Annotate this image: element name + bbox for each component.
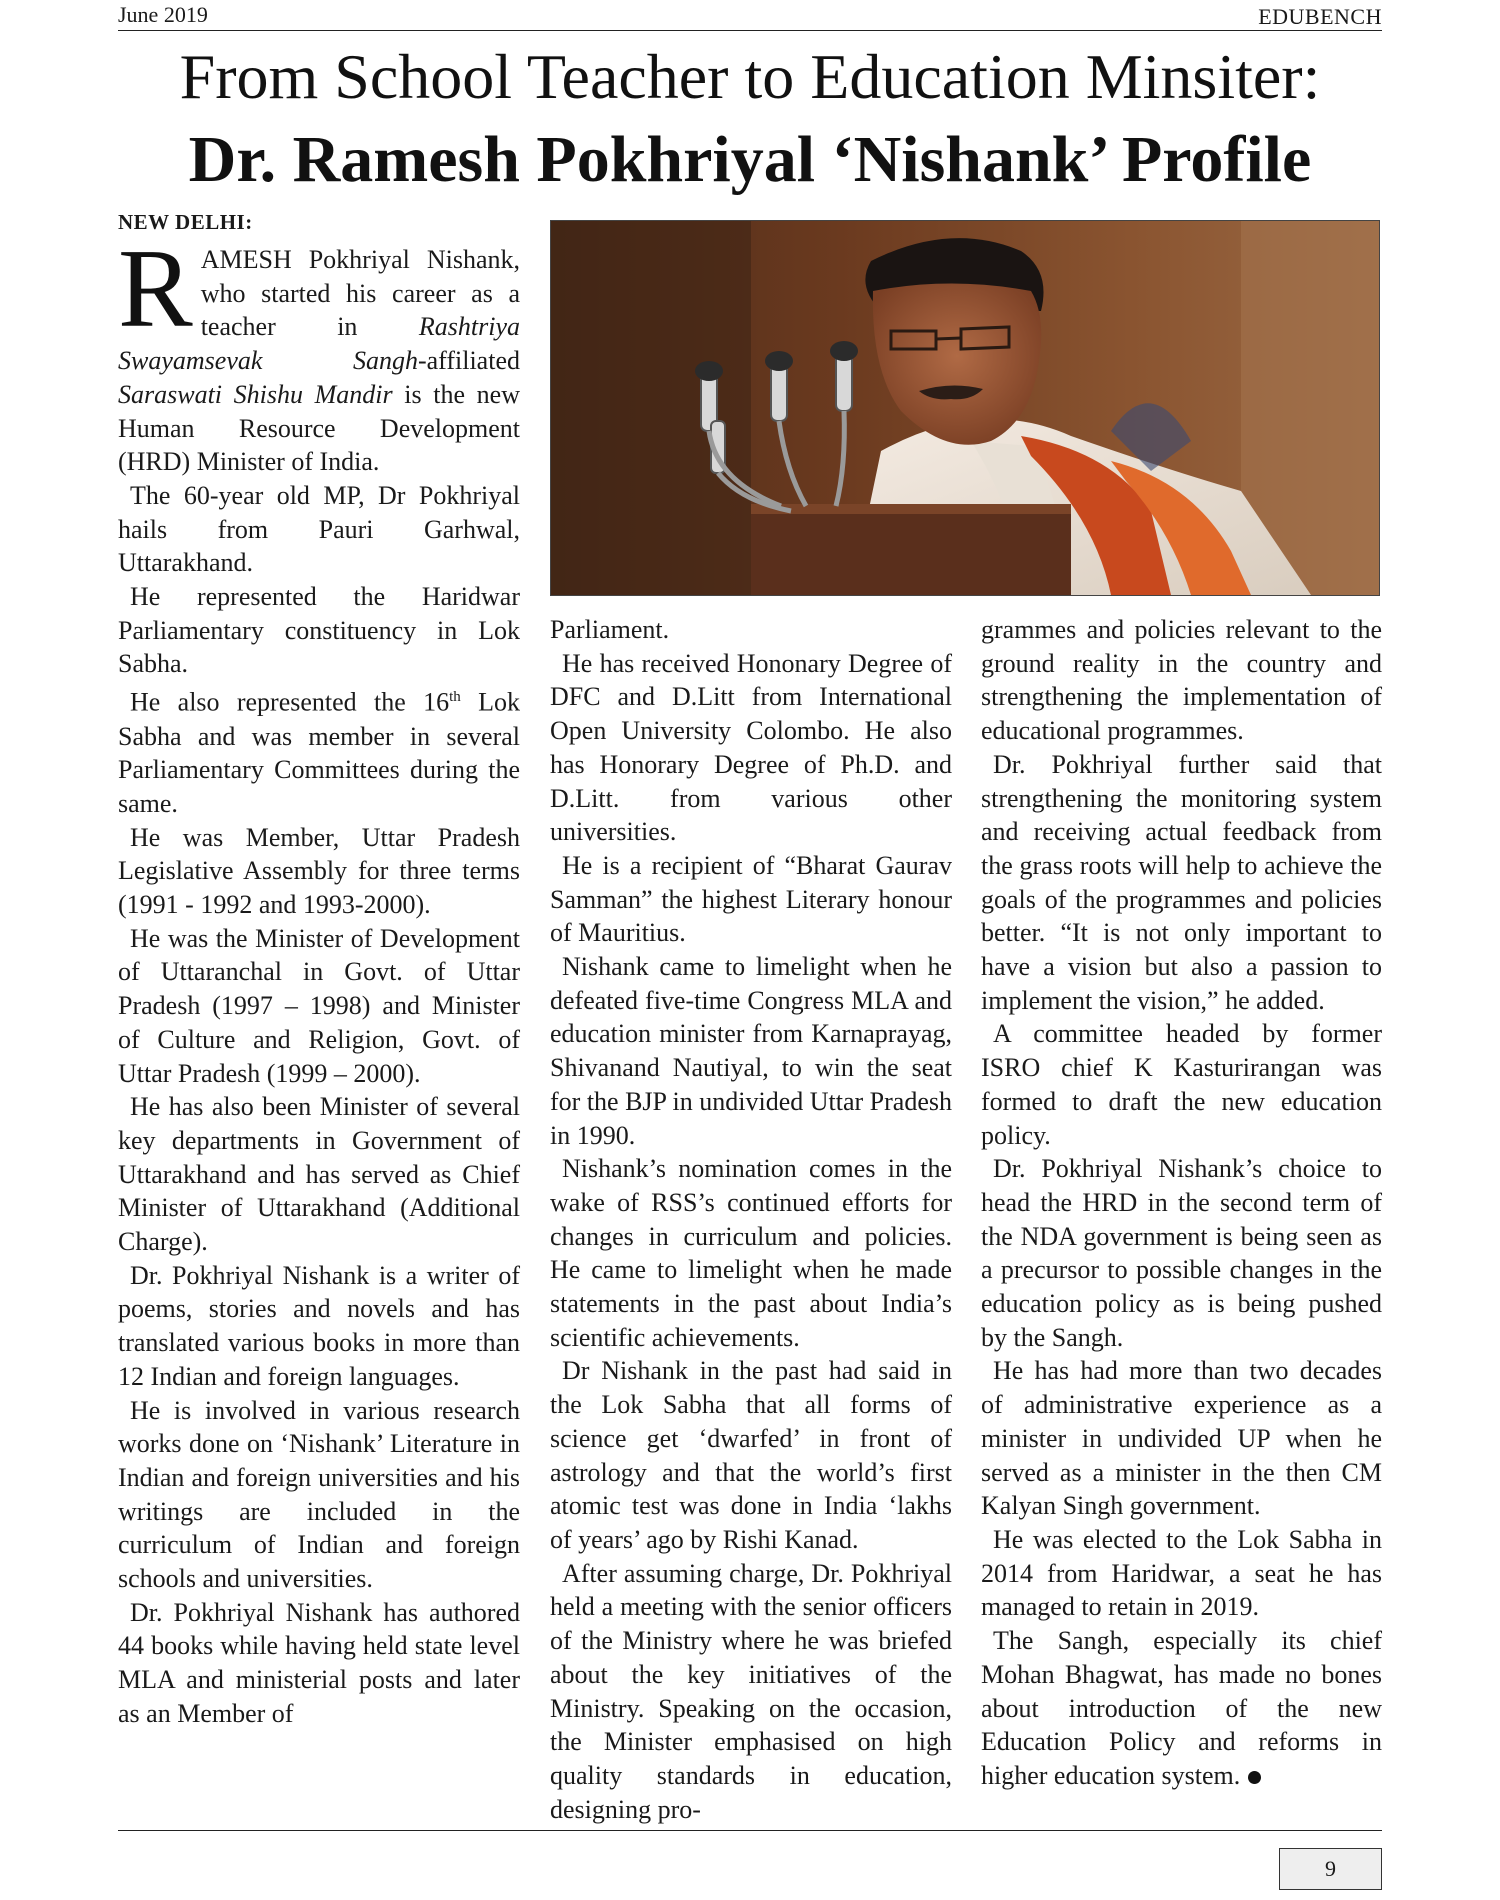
paragraph: Dr. Pokhriyal further said that strengthening the monitoring system and receiving actual feedback from the grass roots will help to achieve the goals of the programmes and policies better. “It is not only important to have a vision but also a passion to implement the vision,” he added.: [981, 749, 1382, 1015]
drop-cap: R: [118, 227, 193, 351]
paragraph: He has had more than two decades of administrative experience as a minister in undivided UP when he served as a minister in the then CM Kalyan Singh government.: [981, 1356, 1382, 1521]
paragraph: He has received Hononary Degree of DFC and D.Litt from International Open University Colombo. He also has Honorary Degree of Ph.D. and D.Litt. from various other universities.: [550, 648, 952, 847]
dateline: NEW DELHI:: [118, 210, 253, 234]
paragraph: He is a recipient of “Bharat Gaurav Samman” the highest Literary honour of Mauritius.: [550, 850, 952, 948]
article-column-1: [118, 227, 520, 1731]
article-column-3: [981, 613, 1382, 1793]
article-column-2: [550, 613, 952, 1826]
paragraph: He was the Minister of Development of Uttaranchal in Govt. of Uttar Pradesh (1997 – 1998) and Minister of Culture and Religion, Govt. of Uttar Pradesh (1999 – 2000).: [118, 923, 520, 1088]
footer-rule: [118, 1830, 1382, 1831]
end-of-article-bullet-icon: [1248, 1771, 1261, 1784]
paragraph: grammes and policies relevant to the ground reality in the country and strengthening the implementation of educational programmes.: [981, 615, 1382, 746]
paragraph: A committee headed by former ISRO chief K Kasturirangan was formed to draft the new education policy.: [981, 1019, 1382, 1150]
paragraph: The 60-year old MP, Dr Pokhriyal hails from Pauri Garhwal, Uttarakhand.: [118, 480, 520, 578]
paragraph: He represented the Haridwar Parliamentary constituency in Lok Sabha.: [118, 582, 520, 679]
page-number: 9: [1279, 1848, 1382, 1890]
paragraph: After assuming charge, Dr. Pokhriyal held a meeting with the senior officers of the Ministry where he was briefed about the key initiatives of the Ministry. Speaking on the occasion, the Minister emphasised on high quality standards in education, designing pro-: [550, 1558, 952, 1824]
paragraph: Nishank’s nomination comes in the wake of RSS’s continued efforts for changes in curriculum and policies. He came to limelight when he made statements in the past about India’s scientific achievements.: [550, 1154, 952, 1352]
paragraph: Dr Nishank in the past had said in the Lok Sabha that all forms of science get ‘dwarfed’ in front of astrology and that the world’s first atomic test was done in India ‘lakhs of years’ ago by Rishi Kanad.: [550, 1356, 952, 1554]
paragraph: Dr. Pokhriyal Nishank’s choice to head the HRD in the second term of the NDA government is being seen as a precursor to possible changes in the education policy as is being pushed by the Sangh.: [981, 1154, 1382, 1352]
paragraph: Parliament.: [550, 615, 670, 644]
header-date: June 2019: [118, 2, 208, 27]
paragraph: He has also been Minister of several key departments in Government of Uttarakhand and has served as Chief Minister of Uttarakhand (Additional Charge).: [118, 1092, 520, 1257]
paragraph: He is involved in various research works done on ‘Nishank’ Literature in Indian and foreign universities and his writings are included in the curriculum of Indian and foreign schools and universities.: [118, 1395, 520, 1594]
paragraph: He also represented the 16th Lok Sabha and was member in several Parliamentary Committees during the same.: [118, 687, 520, 818]
lead-paragraph: RAMESH Pokhriyal Nishank, who started his career as a teacher in Rashtriya Swayamsevak Sangh-affiliated Saraswati Shishu Mandir is the new Human Resource Development (HRD) Minister of India.: [118, 227, 520, 477]
paragraph: Dr. Pokhriyal Nishank is a writer of poems, stories and novels and has translated various books in more than 12 Indian and foreign languages.: [118, 1260, 520, 1391]
header-magazine-name: EDUBENCH: [1258, 4, 1382, 29]
paragraph: He was Member, Uttar Pradesh Legislative Assembly for three terms (1991 - 1992 and 1993-2000).: [118, 822, 520, 920]
header-rule: [118, 30, 1382, 31]
paragraph: Nishank came to limelight when he defeated five-time Congress MLA and education minister from Karnaprayag, Shivanand Nautiyal, to win the seat for the BJP in undivided Uttar Pradesh in 1990.: [550, 952, 952, 1150]
headline-line-1: From School Teacher to Education Minsiter:: [179, 41, 1321, 112]
paragraph: The Sangh, especially its chief Mohan Bhagwat, has made no bones about introduction of the new Education Policy and reforms in higher education system.: [981, 1626, 1382, 1790]
paragraph: He was elected to the Lok Sabha in 2014 from Haridwar, a seat he has managed to retain in 2019.: [981, 1524, 1382, 1622]
minister-speaking-photo-icon: [551, 221, 1379, 595]
paragraph: Dr. Pokhriyal Nishank has authored 44 books while having held state level MLA and ministerial posts and later as an Member of: [118, 1597, 520, 1728]
article-photo: [550, 220, 1380, 596]
headline-line-2: Dr. Ramesh Pokhriyal ‘Nishank’ Profile: [188, 123, 1312, 196]
